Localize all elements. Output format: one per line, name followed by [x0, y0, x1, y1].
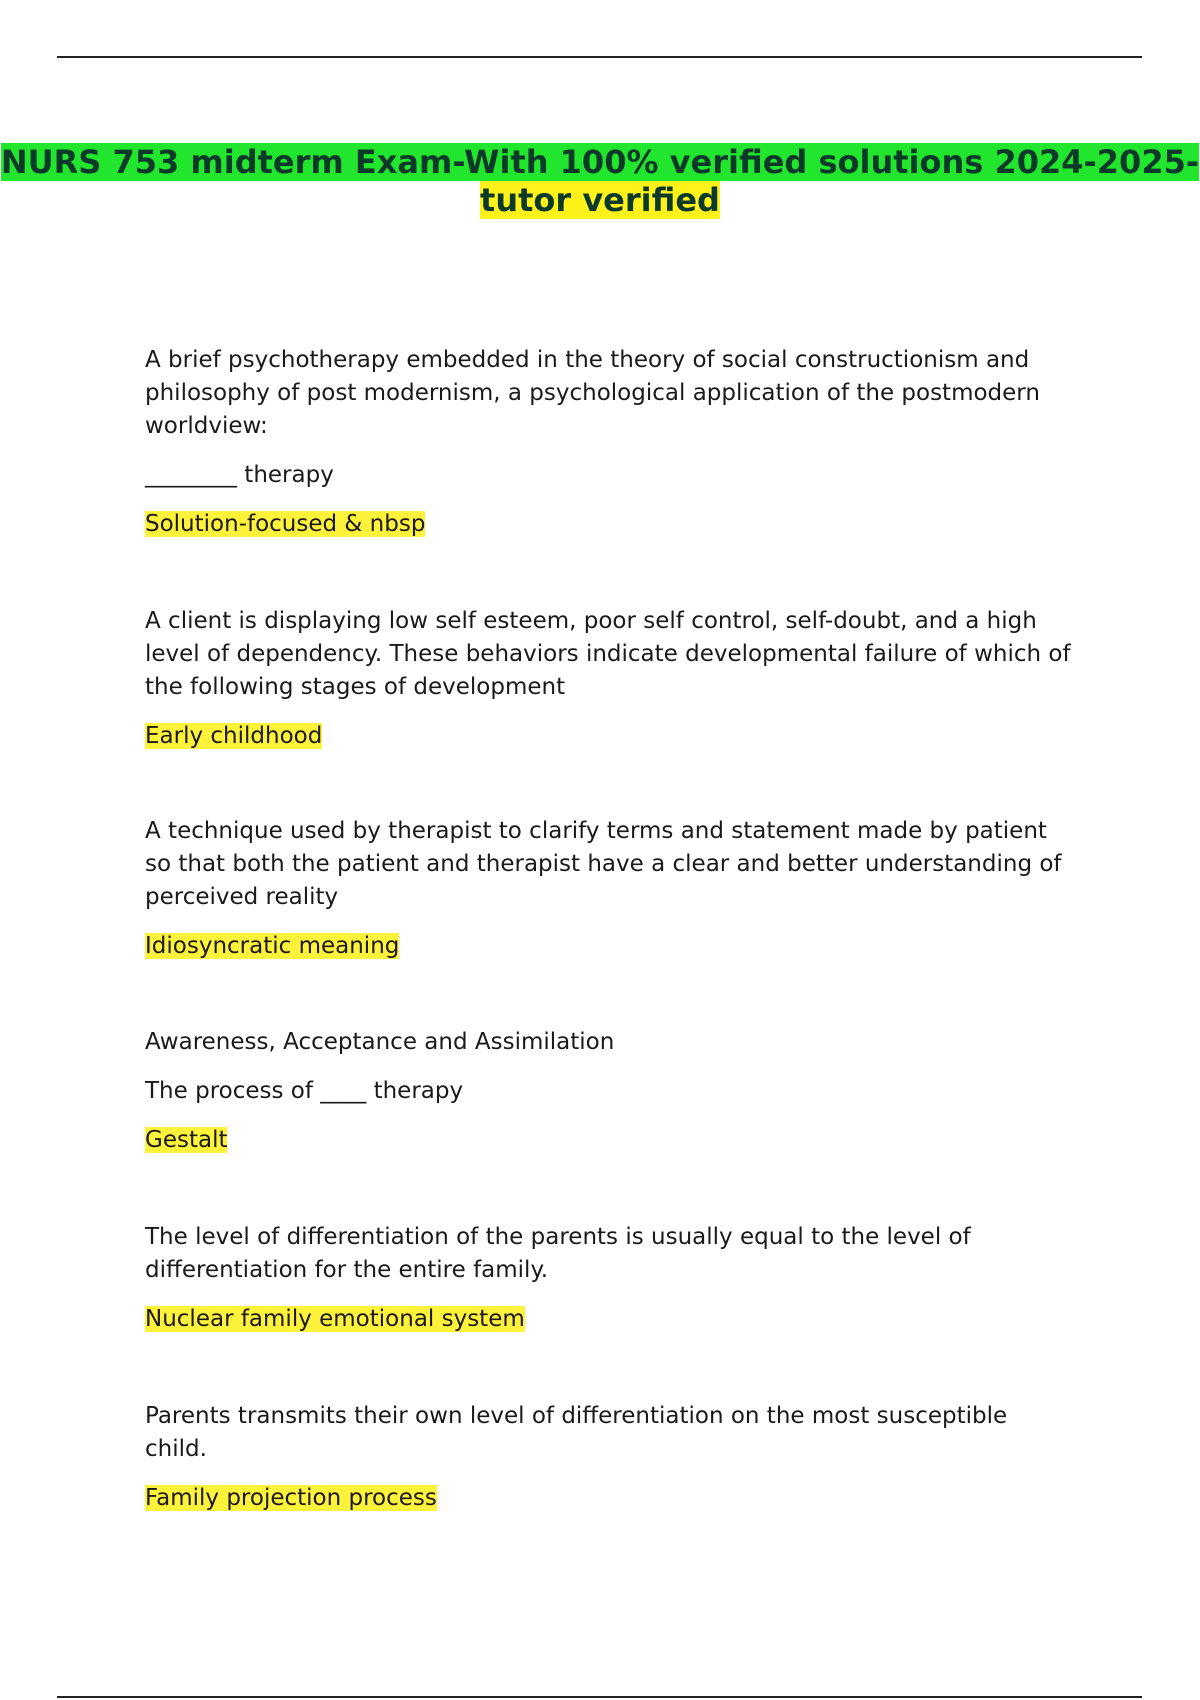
- question-text: A technique used by therapist to clarify terms and statement made by patient so that both the patient and therapist have a clear and better understanding of perceived reality: [145, 818, 1062, 910]
- question-text: A brief psychotherapy embedded in the theory of social constructionism and philosophy of post modernism, a psychological application of the postmodern worldview:: [145, 347, 1040, 439]
- title-green-highlight: NURS 753 midterm Exam-With 100% verified solutions 2024-2025-: [0, 143, 1200, 181]
- question-text: ________ therapy: [145, 462, 334, 488]
- qa-item: [145, 1400, 1075, 1515]
- question-text: Parents transmits their own level of differentiation on the most susceptible child.: [145, 1403, 1008, 1462]
- question-text: Awareness, Acceptance and Assimilation: [145, 1029, 615, 1055]
- answer-text: Family projection process: [145, 1485, 437, 1511]
- answer-text: Solution-focused & nbsp: [145, 511, 426, 537]
- answer-text: Gestalt: [145, 1127, 228, 1153]
- question-text: A client is displaying low self esteem, poor self control, self-doubt, and a high level of dependency. These behaviors indicate developmental failure of which of the following stages of development: [145, 608, 1071, 700]
- question-text: The level of differentiation of the parents is usually equal to the level of differentiation for the entire family.: [145, 1224, 971, 1283]
- answer-text: Early childhood: [145, 723, 323, 749]
- answer-text: Nuclear family emotional system: [145, 1306, 525, 1332]
- answer-text: Idiosyncratic meaning: [145, 933, 400, 959]
- qa-item: [145, 605, 1075, 753]
- answer: [145, 720, 1075, 753]
- question-text: The process of ____ therapy: [145, 1078, 464, 1104]
- answer: [145, 508, 1075, 541]
- title-yellow-highlight: tutor verified: [480, 181, 720, 219]
- qa-item: [145, 1026, 614, 1157]
- top-rule: [57, 56, 1142, 58]
- answer: [145, 1303, 1075, 1336]
- qa-item: [145, 815, 1075, 963]
- document-title: [0, 143, 1200, 219]
- bottom-rule: [57, 1696, 1142, 1698]
- answer: [145, 930, 1075, 963]
- qa-item: [145, 1221, 1075, 1336]
- answer: [145, 1124, 614, 1157]
- answer: [145, 1482, 1075, 1515]
- qa-item: [145, 344, 1075, 541]
